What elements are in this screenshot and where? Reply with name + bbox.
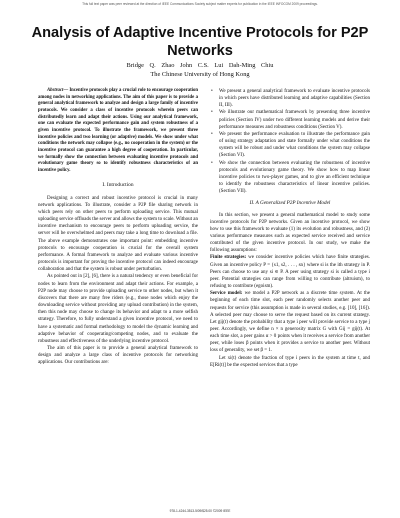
service-model-label: Service model:	[210, 291, 243, 297]
contribution-item: • We present the performance evaluation to illustrate the performance gain of using strategy adaptation and state formally under what conditions the system will be robust and under what conditions the system may collapse (Section VI).	[210, 131, 370, 160]
author-list: Bridge Q. Zhao John C.S. Lui Dah-Ming Chiu	[126, 62, 274, 69]
affiliation: The Chinese University of Hong Kong	[150, 71, 250, 78]
contribution-item: • We show the connection between evaluating the robustness of incentive protocols and evolutionary game theory. We show how to map linear incentive policies to two-player games, and to give an efficient technique to identify the robustness characteristics of linear incentive policies. (Section VII).	[210, 160, 370, 196]
abstract-lead: Abstract	[47, 88, 64, 93]
contribution-item: • We present a general analytical framework to evaluate incentive protocols in which peers have distributed learning and adaptive capabilities (Section II, III).	[210, 88, 370, 109]
abstract	[38, 88, 198, 175]
section-heading-introduction: I. Introduction	[102, 181, 134, 188]
model-paragraph-last: Let xi(t) denote the fraction of type i peers in the system at time t, and E[Ri(t)] be the expected services that a type	[210, 355, 370, 368]
section-heading-model: II. A Generalized P2P Incentive Model	[249, 200, 331, 207]
service-model-paragraph	[210, 290, 370, 354]
left-column	[38, 88, 198, 366]
intro-paragraph-2: As pointed out in [2], [6], there is a natural tendency or even beneficial for nodes to learn from the environment and adapt their actions. For example, a P2P node may choose to provide uploading service to other nodes, but when it discovers that there are many free riders (e.g., those nodes which enjoy the downloading service without providing any upload contribution) in the system, then this node may choose to change its behavior and adapt to a more selfish strategy. Therefore, to fully understand a given incentive protocol, we need to have a systematic and formal methodology to model the dynamic learning and adaptive behavior of cooperating/competing nodes, and to evaluate the robustness and effectiveness of the underlying incentive protocol.	[38, 274, 198, 344]
finite-strategies-paragraph	[210, 254, 370, 290]
paper-title: Analysis of Adaptive Incentive Protocols for P2P Networks	[31, 25, 369, 59]
abstract-text: — Incentive protocols play a crucial role to encourage cooperation among nodes in networking applications. The aim of this paper is to provide a general analytical framework to analyze and design a large family of incentive protocols. We consider a class of incentive protocols wherein peers can distributedly learn and adapt their actions. Using our analytical framework, one can evaluate the expected performance gain and system robustness of a given incentive protocol. To illustrate the framework, we present three incentive policies and two learning (or adaptive) models. We show under what conditions the network may collapse (e.g., no cooperation in the system) or the incentive protocol can guarantee a high degree of cooperation. In particular, we formally show the connection between evaluating incentive protocols and evolutionary game theory so to identify robustness characteristics of an incentive policy.	[38, 88, 198, 173]
intro-paragraph-3: The aim of this paper is to provide a general analytical framework to design and analyze a large class of incentive protocols for networking applications. Our contributions are:	[38, 345, 198, 366]
contribution-item: • We illustrate our mathematical framework by presenting three incentive policies (Section IV) under two different learning models and derive their performance measures and robustness conditions (Section V).	[210, 109, 370, 130]
finite-strategies-text: we consider incentive policies which have finite strategies. Given an incentive policy P = {s1, s2, . . . , sn} where si is the ith strategy in P. Peers can choose to use any si ∈ P. A peer using strategy si is called a type i peer. Potential strategies can range from willing to contribute (altruism), to refusing to contribute (egoism).	[210, 255, 370, 290]
model-paragraph-1: In this section, we present a general mathematical model to study some incentive protocols for P2P networks. Given an incentive protocol, we show how to use this framework to evaluate (1) its evolution and robustness, and (2) various performance measures such as expected service received and service contributed of the given incentive protocol. In our study, we make the following assumptions:	[210, 212, 370, 254]
service-model-text: we model a P2P network as a discrete time system. At the beginning of each time slot, each peer randomly selects another peer and requests for service (this assumption is made in several studies, e.g. [10], [16]). A selected peer may choose to serve the request based on its current strategy. Let gij(t) denote the probability that a type i peer will provide service to a type j peer. Accordingly, we define n × n generosity matrix G with Gij = gij(t). At each time slot, a peer gains α > 0 points when it receives a service from another peer, while loses β points when it provides a service to another peer. Without loss of generality, we set β = 1.	[210, 291, 370, 354]
review-header-note: This full text paper was peer reviewed at the direction of IEEE Communications Society subject matter experts for publication in the IEEE INFOCOM 2009 proceedings.	[82, 2, 318, 6]
contributions-list	[210, 88, 370, 195]
finite-strategies-label: Finite strategies:	[210, 255, 247, 261]
right-column	[210, 88, 370, 369]
copyright-footer: 978-1-4244-3513-5/09/$25.00 ©2009 IEEE	[169, 509, 231, 513]
intro-paragraph-1: Designing a correct and robust incentive protocol is crucial in many network applications. To illustrate, consider a P2P file sharing network in which peers rely on other peers to perform uploading service. This mutual uploading service offloads the server and allows the system to scale. Without an incentive mechanism to encourage peers to perform uploading service, the server will be overwhelmed and peers may take a long time to download a file. The above example demonstrates one important point: embedding incentive protocols to encourage cooperation is crucial for the overall system performance. A formal framework to analyze and evaluate various incentive protocols is important for proving the incentive protocol can indeed encourage collaboration and that the system is robust under perturbation.	[38, 195, 198, 273]
